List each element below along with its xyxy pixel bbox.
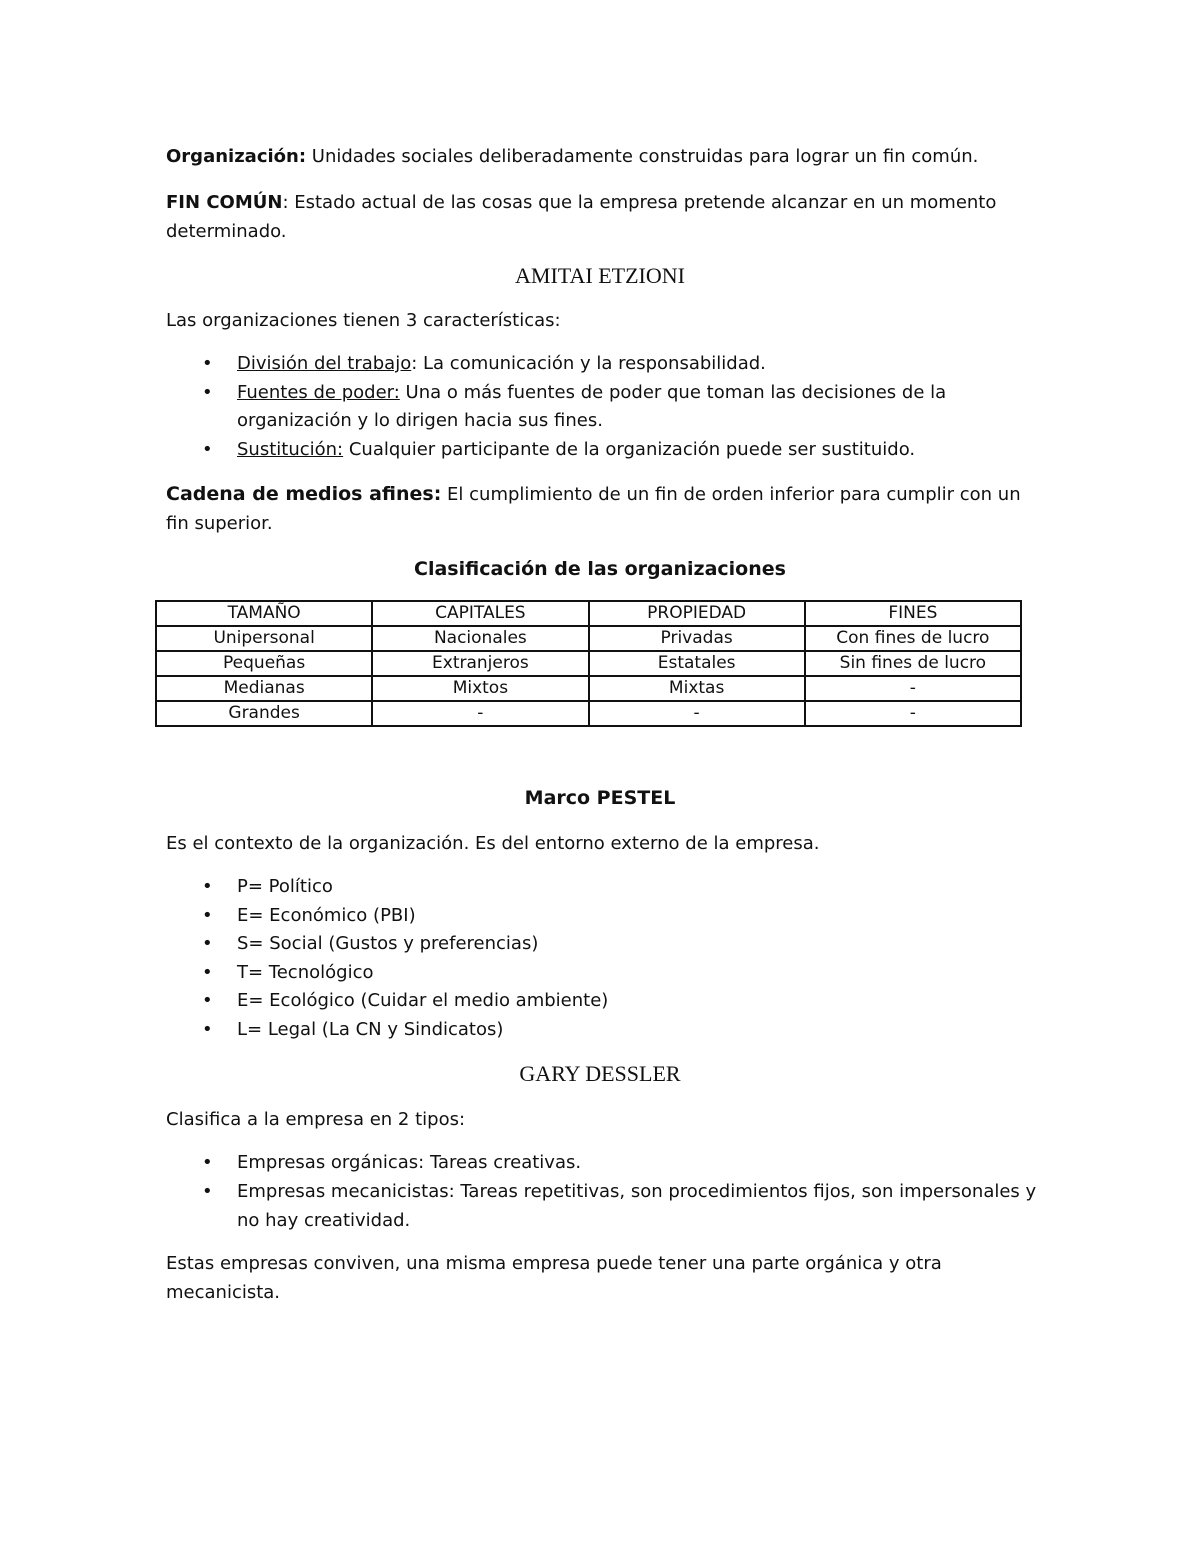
- bullet-icon: •: [202, 381, 213, 403]
- table-row: [156, 626, 1021, 651]
- pestel-list: [166, 873, 1046, 1044]
- table-cell: Grandes: [156, 701, 372, 726]
- list-item: [166, 987, 1046, 1016]
- bullet-icon: •: [202, 904, 213, 926]
- item-text: S= Social (Gustos y preferencias): [237, 933, 539, 954]
- bullet-icon: •: [202, 353, 213, 374]
- bullet-icon: •: [202, 1018, 213, 1040]
- clasificacion-heading: Clasificación de las organizaciones: [414, 558, 786, 580]
- list-item: [166, 350, 1046, 379]
- header-cell: CAPITALES: [372, 601, 588, 626]
- fin-comun-term: FIN COMÚN: [166, 192, 283, 213]
- bullet-icon: •: [202, 1181, 213, 1202]
- table-row: [156, 701, 1021, 726]
- table-cell: Mixtas: [589, 676, 805, 701]
- dessler-intro: Clasifica a la empresa en 2 tipos:: [166, 1109, 466, 1130]
- item-term: Sustitución:: [237, 438, 344, 460]
- organizacion-term: Organización:: [166, 146, 307, 167]
- header-cell: TAMAÑO: [156, 601, 372, 626]
- table-cell: -: [589, 701, 805, 726]
- table-row: [156, 676, 1021, 701]
- list-item: [166, 379, 1046, 436]
- list-item: [166, 436, 1046, 465]
- list-item: [166, 1148, 1046, 1177]
- item-term-colon: :: [411, 353, 418, 374]
- item-text: E= Ecológico (Cuidar el medio ambiente): [237, 990, 609, 1011]
- dessler-list: [166, 1148, 1046, 1235]
- table-cell: -: [805, 701, 1021, 726]
- item-text: Cualquier participante de la organización puede ser sustituido.: [343, 438, 916, 460]
- list-item: [166, 873, 1046, 902]
- table-cell: -: [805, 676, 1021, 701]
- table-cell: Extranjeros: [372, 651, 588, 676]
- dessler-closing: Estas empresas conviven, una misma empresa puede tener una parte orgánica y otra mecanicista.: [166, 1253, 942, 1303]
- item-text: Una o más fuentes de poder que toman las decisiones de la organización y lo dirigen hacia sus fines.: [237, 381, 947, 431]
- table-cell: Sin fines de lucro: [805, 651, 1021, 676]
- organizacion-text: Unidades sociales deliberadamente construidas para lograr un fin común.: [306, 146, 979, 167]
- item-text: P= Político: [237, 876, 333, 897]
- table-cell: Mixtos: [372, 676, 588, 701]
- bullet-icon: •: [202, 876, 213, 897]
- item-text: Empresas orgánicas: Tareas creativas.: [237, 1152, 582, 1173]
- etzioni-intro: Las organizaciones tienen 3 características:: [166, 310, 561, 331]
- item-text: E= Económico (PBI): [237, 904, 416, 926]
- item-text: L= Legal (La CN y Sindicatos): [237, 1018, 504, 1040]
- table-cell: Privadas: [589, 626, 805, 651]
- bullet-icon: •: [202, 1152, 213, 1173]
- etzioni-list: [166, 350, 1046, 464]
- dessler-heading: GARY DESSLER: [519, 1061, 681, 1086]
- table-cell: Pequeñas: [156, 651, 372, 676]
- table-row: [156, 651, 1021, 676]
- cadena-text: El cumplimiento de un fin de orden inferior para cumplir con un fin superior.: [166, 484, 1021, 534]
- cadena-definition: [166, 480, 1046, 538]
- bullet-icon: •: [202, 990, 213, 1011]
- table-cell: Nacionales: [372, 626, 588, 651]
- etzioni-heading: AMITAI ETZIONI: [515, 263, 685, 288]
- pestel-intro: Es el contexto de la organización. Es del entorno externo de la empresa.: [166, 833, 820, 854]
- fin-comun-text: : Estado actual de las cosas que la empresa pretende alcanzar en un momento determinado.: [166, 192, 997, 242]
- table-cell: Estatales: [589, 651, 805, 676]
- table-cell: Con fines de lucro: [805, 626, 1021, 651]
- header-cell: FINES: [805, 601, 1021, 626]
- header-cell: PROPIEDAD: [589, 601, 805, 626]
- table-cell: Unipersonal: [156, 626, 372, 651]
- list-item: [166, 930, 1046, 959]
- clasificacion-table: [155, 600, 1022, 727]
- list-item: [166, 959, 1046, 988]
- list-item: [166, 902, 1046, 931]
- bullet-icon: •: [202, 961, 213, 983]
- table-header-row: [156, 601, 1021, 626]
- pestel-heading: Marco PESTEL: [524, 787, 676, 809]
- organizacion-definition: [166, 142, 1046, 171]
- item-text: La comunicación y la responsabilidad.: [417, 353, 766, 374]
- fin-comun-definition: [166, 188, 1046, 246]
- item-term: Fuentes de poder:: [237, 381, 400, 403]
- list-item: [166, 1177, 1046, 1235]
- cadena-term: Cadena de medios afines:: [166, 483, 442, 505]
- list-item: [166, 1016, 1046, 1045]
- table-cell: Medianas: [156, 676, 372, 701]
- bullet-icon: •: [202, 438, 213, 460]
- table-cell: -: [372, 701, 588, 726]
- bullet-icon: •: [202, 933, 213, 954]
- item-text: T= Tecnológico: [237, 961, 374, 983]
- item-text: Empresas mecanicistas: Tareas repetitivas, son procedimientos fijos, son impersonales y no hay creatividad.: [237, 1181, 1037, 1231]
- item-term: División del trabajo: [237, 353, 412, 374]
